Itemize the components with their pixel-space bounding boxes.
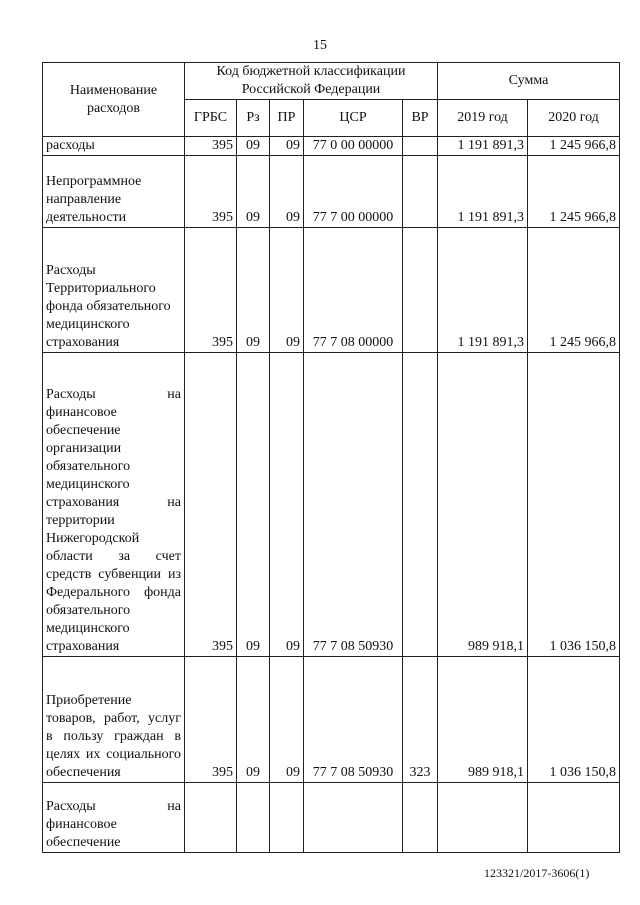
row-csr: 77 0 00 00000 xyxy=(304,137,403,156)
header-vr: ВР xyxy=(403,100,438,137)
row-csr: 77 7 08 50930 xyxy=(304,353,403,657)
header-sum-group: Сумма xyxy=(438,63,620,100)
row-rz xyxy=(237,783,270,853)
row-vr xyxy=(403,353,438,657)
row-sum-2020: 1 036 150,8 xyxy=(528,353,620,657)
row-vr: 323 xyxy=(403,657,438,783)
row-rz: 09 xyxy=(237,137,270,156)
row-sum-2019: 989 918,1 xyxy=(438,353,528,657)
row-grbs: 395 xyxy=(185,156,237,228)
header-rz: Рз xyxy=(237,100,270,137)
header-code-group: Код бюджетной классификации Российской Федерации xyxy=(185,63,438,100)
row-name: Расходы на финансовое обеспечение xyxy=(43,783,185,853)
document-code: 123321/2017-3606(1) xyxy=(484,866,590,880)
row-pr: 09 xyxy=(270,228,304,353)
table-row xyxy=(43,137,620,156)
row-name: расходы xyxy=(43,137,185,156)
row-vr xyxy=(403,137,438,156)
row-csr: 77 7 08 00000 xyxy=(304,228,403,353)
row-pr: 09 xyxy=(270,137,304,156)
row-name: Приобретение товаров, работ, услуг в пользу граждан в целях их социального обеспечения xyxy=(43,657,185,783)
row-name: Непрограммное направление деятельности xyxy=(43,156,185,228)
row-pr: 09 xyxy=(270,657,304,783)
row-grbs: 395 xyxy=(185,137,237,156)
row-sum-2020: 1 245 966,8 xyxy=(528,228,620,353)
row-pr: 09 xyxy=(270,156,304,228)
row-grbs: 395 xyxy=(185,228,237,353)
row-sum-2019: 989 918,1 xyxy=(438,657,528,783)
header-csr: ЦСР xyxy=(304,100,403,137)
row-csr xyxy=(304,783,403,853)
row-grbs xyxy=(185,783,237,853)
row-sum-2019 xyxy=(438,783,528,853)
row-grbs: 395 xyxy=(185,657,237,783)
row-sum-2020: 1 036 150,8 xyxy=(528,657,620,783)
table-row xyxy=(43,156,620,228)
row-name: Расходы Территориального фонда обязательного медицинского страхования xyxy=(43,228,185,353)
table-row xyxy=(43,228,620,353)
row-rz: 09 xyxy=(237,228,270,353)
row-sum-2019: 1 191 891,3 xyxy=(438,137,528,156)
row-name: Расходы на финансовое обеспечение организации обязательного медицинского страхования на территории Нижегородской области за счет средств субвенции из Федерального фонда обязательного медицинского страхования xyxy=(43,353,185,657)
header-name-column: Наименование расходов xyxy=(43,63,185,137)
row-vr xyxy=(403,228,438,353)
row-csr: 77 7 08 50930 xyxy=(304,657,403,783)
row-vr xyxy=(403,156,438,228)
header-pr: ПР xyxy=(270,100,304,137)
row-sum-2019: 1 191 891,3 xyxy=(438,228,528,353)
row-vr xyxy=(403,783,438,853)
row-sum-2019: 1 191 891,3 xyxy=(438,156,528,228)
header-grbs: ГРБС xyxy=(185,100,237,137)
header-2020: 2020 год xyxy=(528,100,620,137)
budget-table xyxy=(42,62,620,853)
row-sum-2020: 1 245 966,8 xyxy=(528,137,620,156)
row-rz: 09 xyxy=(237,657,270,783)
row-pr: 09 xyxy=(270,353,304,657)
header-2019: 2019 год xyxy=(438,100,528,137)
table-row xyxy=(43,657,620,783)
row-sum-2020 xyxy=(528,783,620,853)
table-row xyxy=(43,783,620,853)
row-rz: 09 xyxy=(237,156,270,228)
row-pr xyxy=(270,783,304,853)
row-rz: 09 xyxy=(237,353,270,657)
row-grbs: 395 xyxy=(185,353,237,657)
table-row xyxy=(43,353,620,657)
page-number: 15 xyxy=(313,38,327,53)
row-sum-2020: 1 245 966,8 xyxy=(528,156,620,228)
row-csr: 77 7 00 00000 xyxy=(304,156,403,228)
header-row-top xyxy=(43,63,620,100)
